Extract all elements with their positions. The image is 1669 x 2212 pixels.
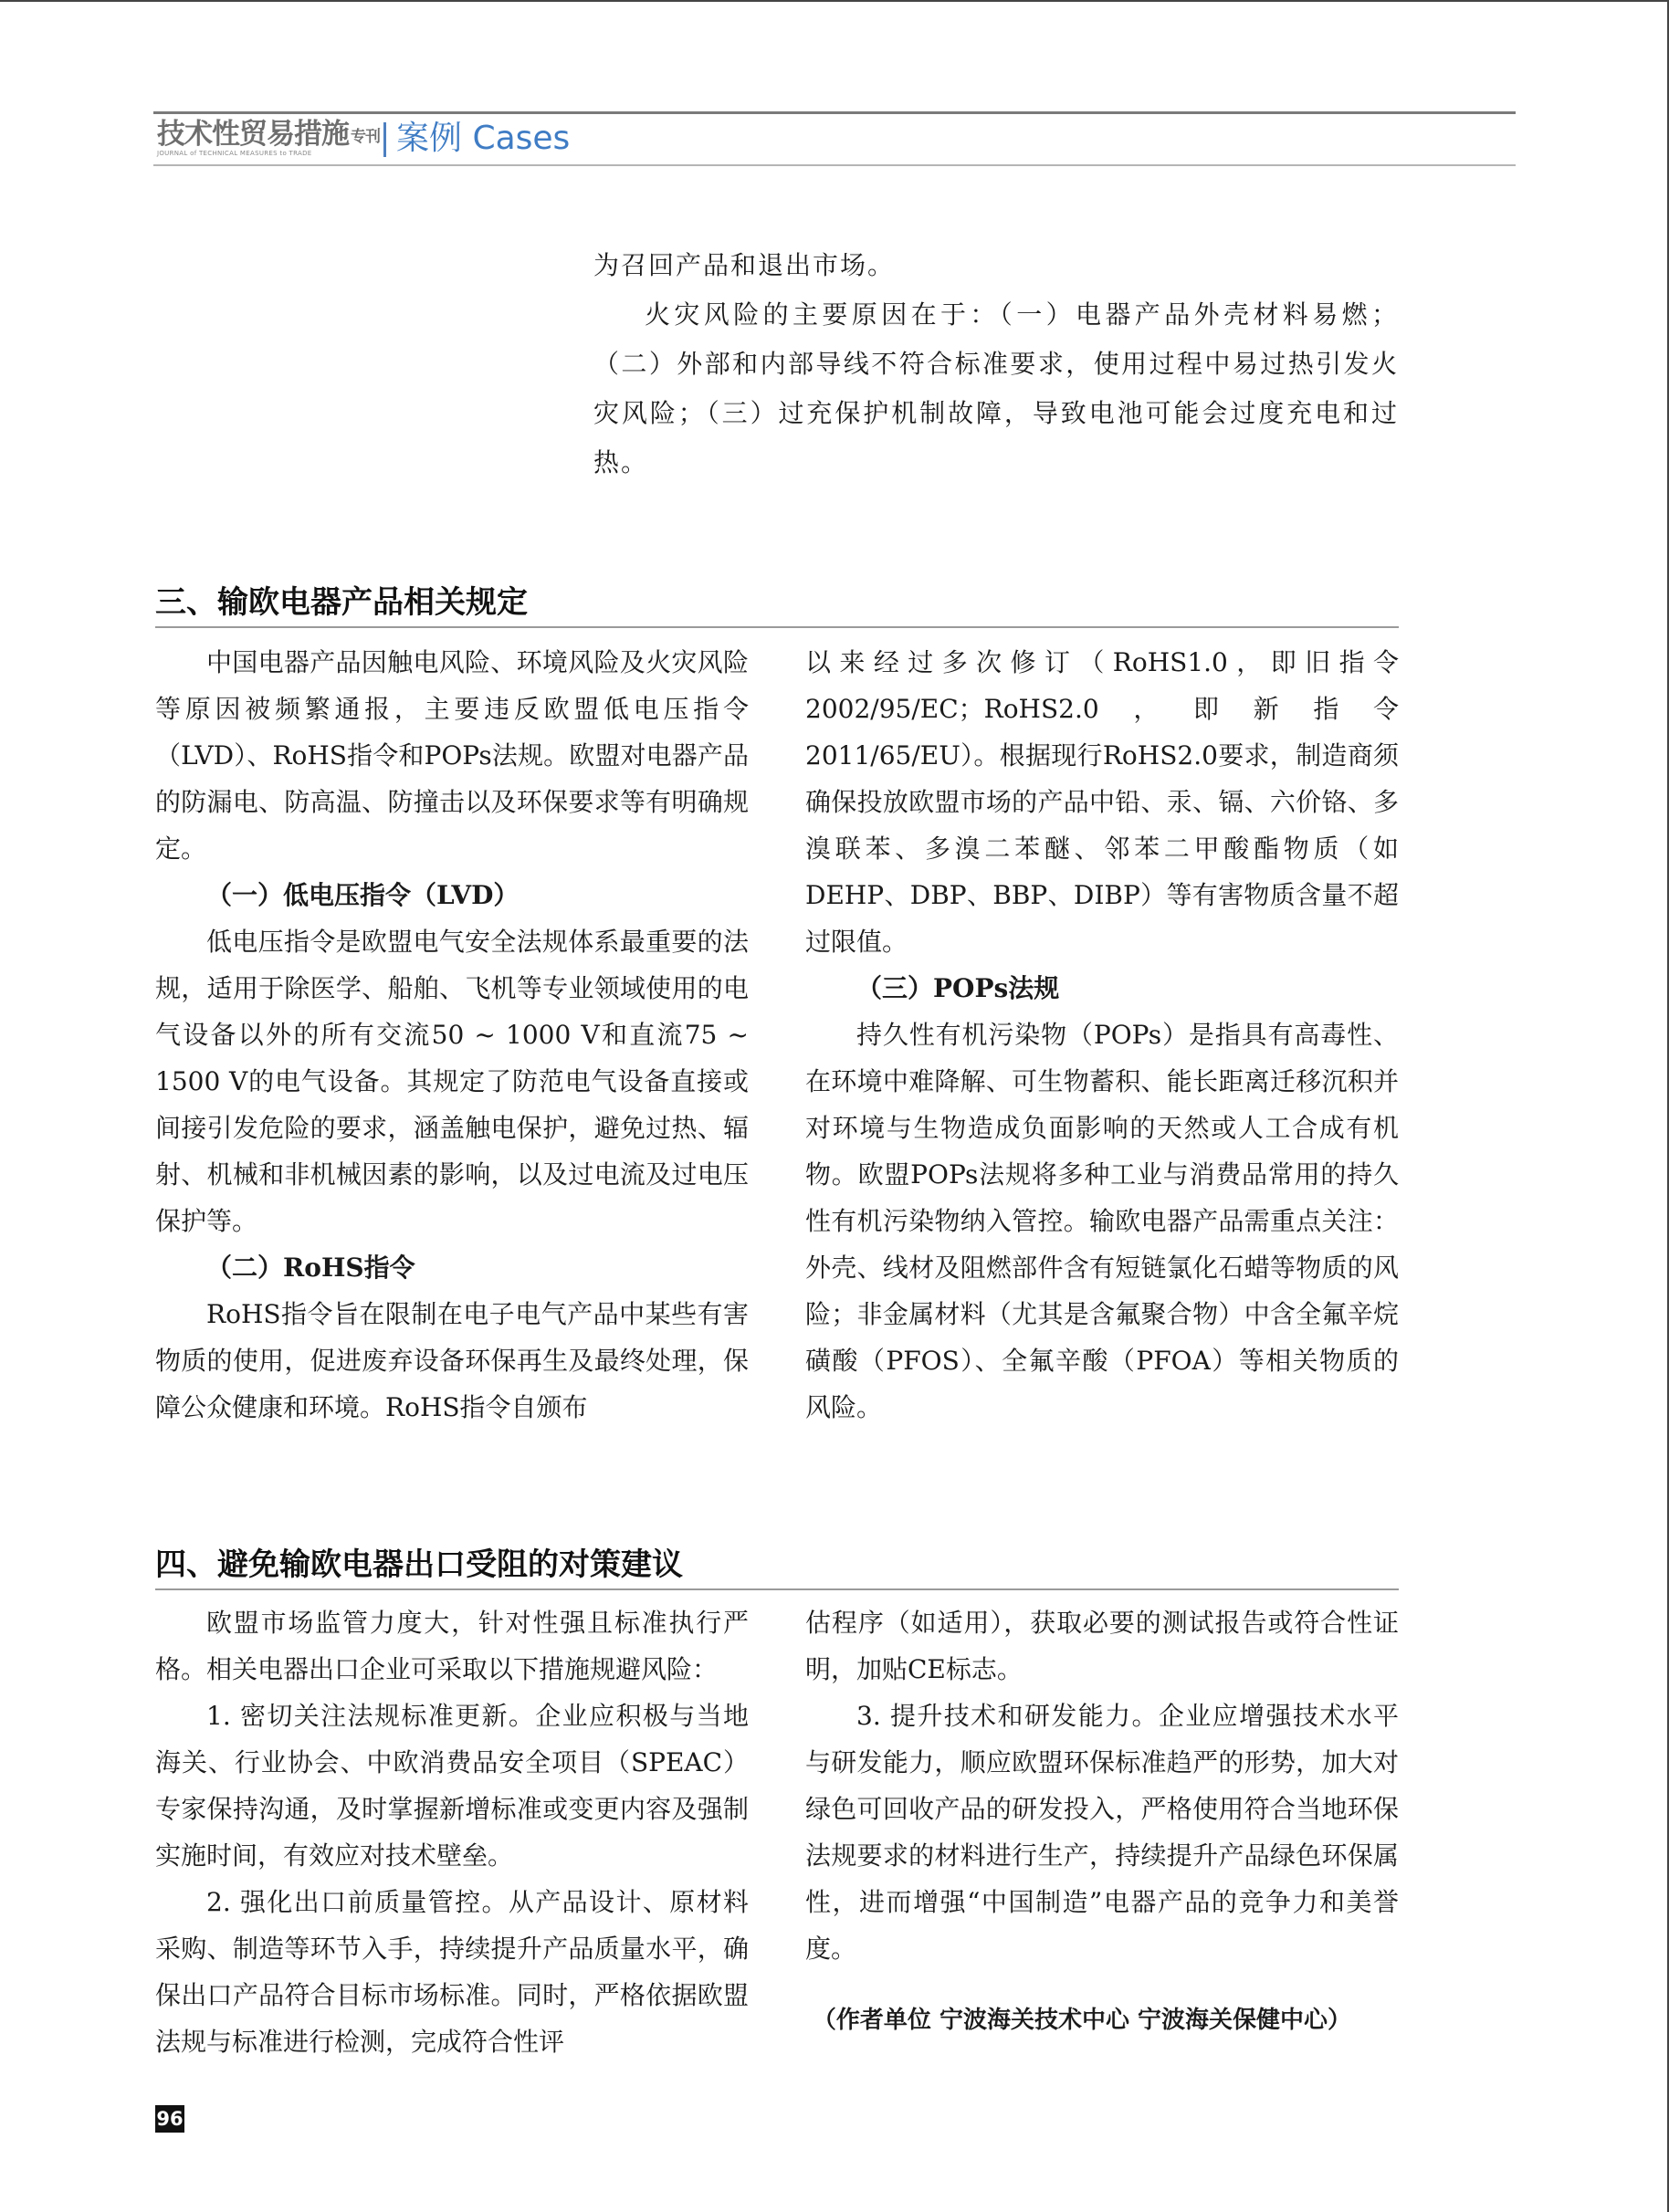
journal-title: 技术性贸易措施 专刊 <box>157 118 380 151</box>
section-3-left-column <box>155 639 749 1431</box>
subheading-rohs: （二）RoHS指令 <box>206 1253 415 1283</box>
intro-block <box>593 241 1399 487</box>
header-separator <box>383 122 386 157</box>
journal-subtitle: JOURNAL of TECHNICAL MEASURES to TRADE <box>157 150 312 157</box>
author-affiliation: （作者单位 宁波海关技术中心 宁波海关保健中心） <box>812 2007 1351 2034</box>
journal-special: 专刊 <box>351 128 380 146</box>
section-4-left-paragraph-2: 1. 密切关注法规标准更新。企业应积极与当地海关、行业协会、中欧消费品安全项目（SPEAC）专家保持沟通，及时掌握新增标准或变更内容及强制实施时间，有效应对技术壁垒。 <box>155 1701 749 1871</box>
page-frame-top <box>0 0 1669 2</box>
intro-paragraph-1: 为召回产品和退出市场。 <box>593 250 896 280</box>
section-4-left-paragraph-3: 2. 强化出口前质量管控。从产品设计、原材料采购、制造等环节入手，持续提升产品质量水平，确保出口产品符合目标市场标准。同时，严格依据欧盟法规与标准进行检测，完成符合性评 <box>155 1887 749 2057</box>
section-3-left-paragraph-1: 中国电器产品因触电风险、环境风险及火灾风险等原因被频繁通报，主要违反欧盟低电压指令（LVD）、RoHS指令和POPs法规。欧盟对电器产品的防漏电、防高温、防撞击以及环保要求等有明确规定。 <box>155 647 749 864</box>
header-rule-bottom <box>153 164 1516 166</box>
subheading-lvd: （一）低电压指令（LVD） <box>206 880 520 910</box>
section-3-title: 三、输欧电器产品相关规定 <box>155 584 528 621</box>
section-label: 案例 Cases <box>396 120 571 157</box>
section-3-left-paragraph-3: RoHS指令旨在限制在电子电气产品中某些有害物质的使用，促进废弃设备环保再生及最终处理，保障公众健康和环境。RoHS指令自颁布 <box>155 1299 749 1422</box>
section-4-right-column <box>805 1599 1399 2044</box>
page-number: 96 <box>155 2105 184 2133</box>
section-3-right-paragraph-1: 以来经过多次修订（RoHS1.0，即旧指令2002/95/EC；RoHS2.0，即新指令2011/65/EU）。根据现行RoHS2.0要求，制造商须确保投放欧盟市场的产品中铅、汞、镉、六价铬、多溴联苯、多溴二苯醚、邻苯二甲酸酯物质（如DEHP、DBP、BBP、DIBP）等有害物质含量不超过限值。 <box>805 647 1399 957</box>
intro-paragraph-2: 火灾风险的主要原因在于：（一）电器产品外壳材料易燃；（二）外部和内部导线不符合标准要求，使用过程中易过热引发火灾风险；（三）过充保护机制故障，导致电池可能会过度充电和过热。 <box>593 299 1399 477</box>
section-3-right-paragraph-2: 持久性有机污染物（POPs）是指具有高毒性、在环境中难降解、可生物蓄积、能长距离迁移沉积并对环境与生物造成负面影响的天然或人工合成有机物。欧盟POPs法规将多种工业与消费品常用的持久性有机污染物纳入管控。输欧电器产品需重点关注：外壳、线材及阻燃部件含有短链氯化石蜡等物质的风险；非金属材料（尤其是含氟聚合物）中含全氟辛烷磺酸（PFOS）、全氟辛酸（PFOA）等相关物质的风险。 <box>805 1020 1399 1422</box>
section-3-left-paragraph-2: 低电压指令是欧盟电气安全法规体系最重要的法规，适用于除医学、船舶、飞机等专业领域使用的电气设备以外的所有交流50 ~ 1000 V和直流75 ~ 1500 V的电气设备。其规定了防范电气设备直接或间接引发危险的要求，涵盖触电保护，避免过热、辐射、机械和非机械因素的影响，以及过电流及过电压保护等。 <box>155 927 749 1236</box>
subheading-pops: （三）POPs法规 <box>856 973 1060 1003</box>
section-3-right-column <box>805 639 1399 1431</box>
journal-logo <box>157 118 380 157</box>
section-4-rule <box>155 1588 1399 1590</box>
section-4-left-paragraph-1: 欧盟市场监管力度大，针对性强且标准执行严格。相关电器出口企业可采取以下措施规避风险： <box>155 1608 749 1684</box>
header-rule-top <box>153 111 1516 114</box>
section-4-title: 四、避免输欧电器出口受阻的对策建议 <box>155 1546 683 1583</box>
section-4-right-paragraph-2: 3. 提升技术和研发能力。企业应增强技术水平与研发能力，顺应欧盟环保标准趋严的形势，加大对绿色可回收产品的研发投入，严格使用符合当地环保法规要求的材料进行生产，持续提升产品绿色环保属性，进而增强“中国制造”电器产品的竞争力和美誉度。 <box>805 1701 1399 1964</box>
section-3-rule <box>155 626 1399 628</box>
section-4-right-paragraph-1: 估程序（如适用），获取必要的测试报告或符合性证明，加贴CE标志。 <box>805 1608 1399 1684</box>
section-4-left-column <box>155 1599 749 2065</box>
